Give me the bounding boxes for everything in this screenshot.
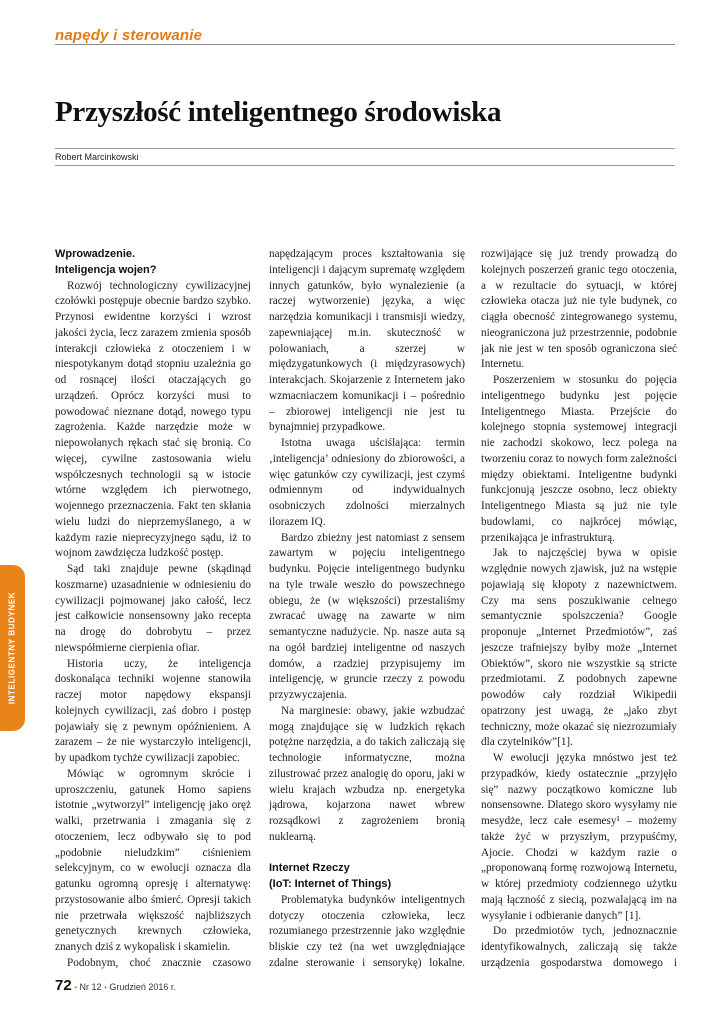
paragraph: Problematyka budynków inteligentnych dotyczy otoczenia człowieka, lecz rozumianego przestrzennie jako względnie bliskie czy też (na wet uwzględniające zdalne sterowanie i sensorykę) lokalne. bbox=[269, 893, 465, 969]
paragraph: Rozwój technologiczny cywilizacyjnej czołówki postępuje obecnie bardzo szybko. Przynosi ewidentne korzyści i wzrost jakości życia, lecz zarazem zmienia sposób interakcji człowieka z otoczeniem i w niespotykanym dotąd stopniu uzależnia go od rosnącej ilości otaczających go urządzeń. Oprócz korzyści musi to powodować nieznane dotąd, nowego typu zagrożenia. Każde narzędzie może w niepowołanych rękach stać się bronią. Co więcej, cywilne zastosowania wielu współczesnych technologii są w istocie wtórne względem ich pierwotnego, wojennego przeznaczenia. Fakt ten skłania wielu ludzi do nieprzemyślanego, a w każdym razie nieprecyzyjnego sądu, iż to wojnom zawdzięcza ludzkość postęp. bbox=[55, 279, 251, 560]
author-name: Robert Marcinkowski bbox=[55, 152, 139, 162]
issue-date: Grudzień 2016 r. bbox=[109, 982, 176, 992]
paragraph: rozwijające się już trendy prowadzą do kolejnych poszerzeń granic tego otoczenia, a w rezultacie do sytuacji, w której człowieka otacza już nie tyle budynek, co ciągła obecność zintegrowanego systemu, nieograniczona już przestrzennie, podobnie jak nie jest w ten sposób ograniczona sieć Internetu. bbox=[481, 248, 677, 371]
author-rule-bottom bbox=[55, 165, 675, 166]
paragraph: Bardzo zbieżny jest natomiast z sensem zawartym w pojęciu inteligentnego budynku. Pojęcie inteligentnego budynku na tyle trwale weszło do powszechnego obiegu, że (w większości) przestaliśmy zwracać uwagę na zawarte w nim semantyczne nadużycie. Np. nasze auta są na ogół bardziej inteligentne od naszych domów, a rzadziej przypisujemy im inteligencję, w gruncie rzeczy z powodu przyzwyczajenia. bbox=[269, 531, 465, 701]
side-tab-label: INTELIGENTNY BUDYNEK bbox=[7, 591, 17, 705]
section-heading-introduction bbox=[55, 247, 251, 279]
heading-line: (IoT: Internet of Things) bbox=[269, 878, 392, 890]
paragraph: Podobnym, choć znacznie czasowo bbox=[67, 956, 251, 969]
paragraph: Sąd taki znajduje pewne (skądinąd koszmarne) uzasadnienie w odniesieniu do cywilizacji pojmowanej jako całość, lecz jest całkowicie nonsensowny jako recepta na drogę do dobrobytu – przez niewspółmierne cierpienia ofiar. bbox=[55, 563, 251, 654]
issue-number: Nr 12 bbox=[79, 982, 102, 992]
paragraph: Do przedmiotów tych, jednoznacznie identyfikowalnych, zaliczają się także urządzenia gospodarstwa domowego i bbox=[481, 925, 677, 969]
paragraph: napędzającym proces kształtowania się inteligencji i dającym suprematę względem innych gatunków, było wynalezienie (a raczej wytworzenie) języka, a więc narzędzia komunikacji i transmisji wiedzy, zapewniającej m.in. skuteczność w polowaniach, a szerzej w międzygatunkowych (i międzyrasowych) interakcjach. Skojarzenie z Internetem jako wzmacniaczem komunikacji i – pośrednio – zbiorowej inteligencji nie jest tu bynajmniej przypadkowe. bbox=[269, 248, 465, 434]
page-footer bbox=[55, 977, 176, 994]
paragraph: Jak to najczęściej bywa w opisie względnie nowych zjawisk, już na wstępie pojawiają się kłopoty z nazewnictwem. Czy ma sens poszukiwanie celnego semantycznie spolszczenia? Google proponuje „Internet Przedmiotów”, zaś jeszcze trafniejszy byłby może „Internet Obiektów”, skoro nie wszystkie są stricte przedmiotami. Z podobnych zapewne powodów cały rozdział Wikipedii opatrzony jest uwagą, że „jako zbyt techniczny, może okazać się niezrozumiały dla czytelników”[1]. bbox=[481, 547, 677, 749]
paragraph: Historia uczy, że inteligencja doskonaląca techniki wojenne stanowiła raczej motor napędowy ekspansji kolejnych cywilizacji, zaś dobro i postęp pojawiały się z pewnym opóźnieniem. A zarazem – że nie wystarczyło inteligencji, by upadkom tychże cywilizacji zapobiec. bbox=[55, 657, 251, 764]
paragraph: W ewolucji języka mnóstwo jest też przypadków, kiedy ostatecznie „przyjęło się” nazwy początkowo komiczne lub nonsensowne. Dlatego skoro wysyłamy nie mesydże, lecz całe esemesy¹ – możemy także żyć w przyszłym, przypuśćmy, Ajocie. Chodzi w każdym razie o „proponowaną formę rozwojową Internetu, w której przedmioty codziennego użytku mają łączność z siecią, pozwalającą im na wysyłanie i odbieranie danych” [1]. bbox=[481, 752, 677, 922]
paragraph: Mówiąc w ogromnym skrócie i uproszczeniu, gatunek Homo sapiens istotnie „wytworzył” inteligencję jako oręż walki, przetrwania i zmagania się z otoczeniem, lecz odbywało się to pod „podobnie nieludzkim” ciśnieniem selekcyjnym, co w ewolucji oznacza dla gatunku ogromną opresję i alternatywę: przystosowanie albo śmierć. Opresji takich nie przetrwała większość najbliższych genetycznych krewnych człowieka, znanych dziś z wykopalisk i skamielin. bbox=[55, 767, 251, 953]
bullet-separator: • bbox=[74, 983, 78, 992]
paragraph: Istotna uwaga uściślająca: termin ‚inteligencja’ odniesiony do zbiorowości, a więc gatunków czy cywilizacji, jest czymś odmiennym od indywidualnych osobniczych zdolności mierzalnych ilorazem IQ. bbox=[269, 437, 465, 528]
side-tab bbox=[0, 565, 25, 731]
heading-line: Internet Rzeczy bbox=[269, 862, 350, 875]
section-heading-internet-of-things bbox=[269, 861, 465, 893]
paragraph: Poszerzeniem w stosunku do pojęcia inteligentnego budynku jest pojęcie Inteligentnego Miasta. Przejście do kolejnego stopnia systemowej integracji nie zachodzi skokowo, lecz polega na tworzeniu coraz to nowych form zależności między obiektami. Inteligentne budynki funkcjonują jeszcze osobno, lecz obiekty Inteligentnego Miasta są już nie tyle budowlami, co najkrócej mówiąc, przenikająca je infrastrukturą. bbox=[481, 374, 677, 544]
bullet-separator: • bbox=[104, 983, 107, 992]
heading-line: Inteligencja wojen? bbox=[55, 263, 157, 276]
section-divider bbox=[55, 44, 675, 45]
author-rule-top bbox=[55, 148, 675, 149]
article-column-3 bbox=[481, 247, 677, 969]
article-column-2 bbox=[269, 247, 465, 969]
heading-line: Wprowadzenie. bbox=[55, 248, 136, 260]
section-tag: napędy i sterowanie bbox=[55, 27, 203, 44]
page-number: 72 bbox=[55, 977, 72, 994]
article-column-1 bbox=[55, 247, 251, 969]
paragraph: Na marginesie: obawy, jakie wzbudzać mogą znajdujące się w ludzkich rękach potężne narzędzia, a do takich zaliczają się technologie informatyczne, można zilustrować przez analogię do oporu, jaki w wielu krajach wzbudza np. energetyka jądrowa, kojarzona nawet wbrew rozsądkowi z zagrożeniem bronią nuklearną. bbox=[269, 704, 465, 843]
article-title: Przyszłość inteligentnego środowiska bbox=[55, 96, 502, 128]
